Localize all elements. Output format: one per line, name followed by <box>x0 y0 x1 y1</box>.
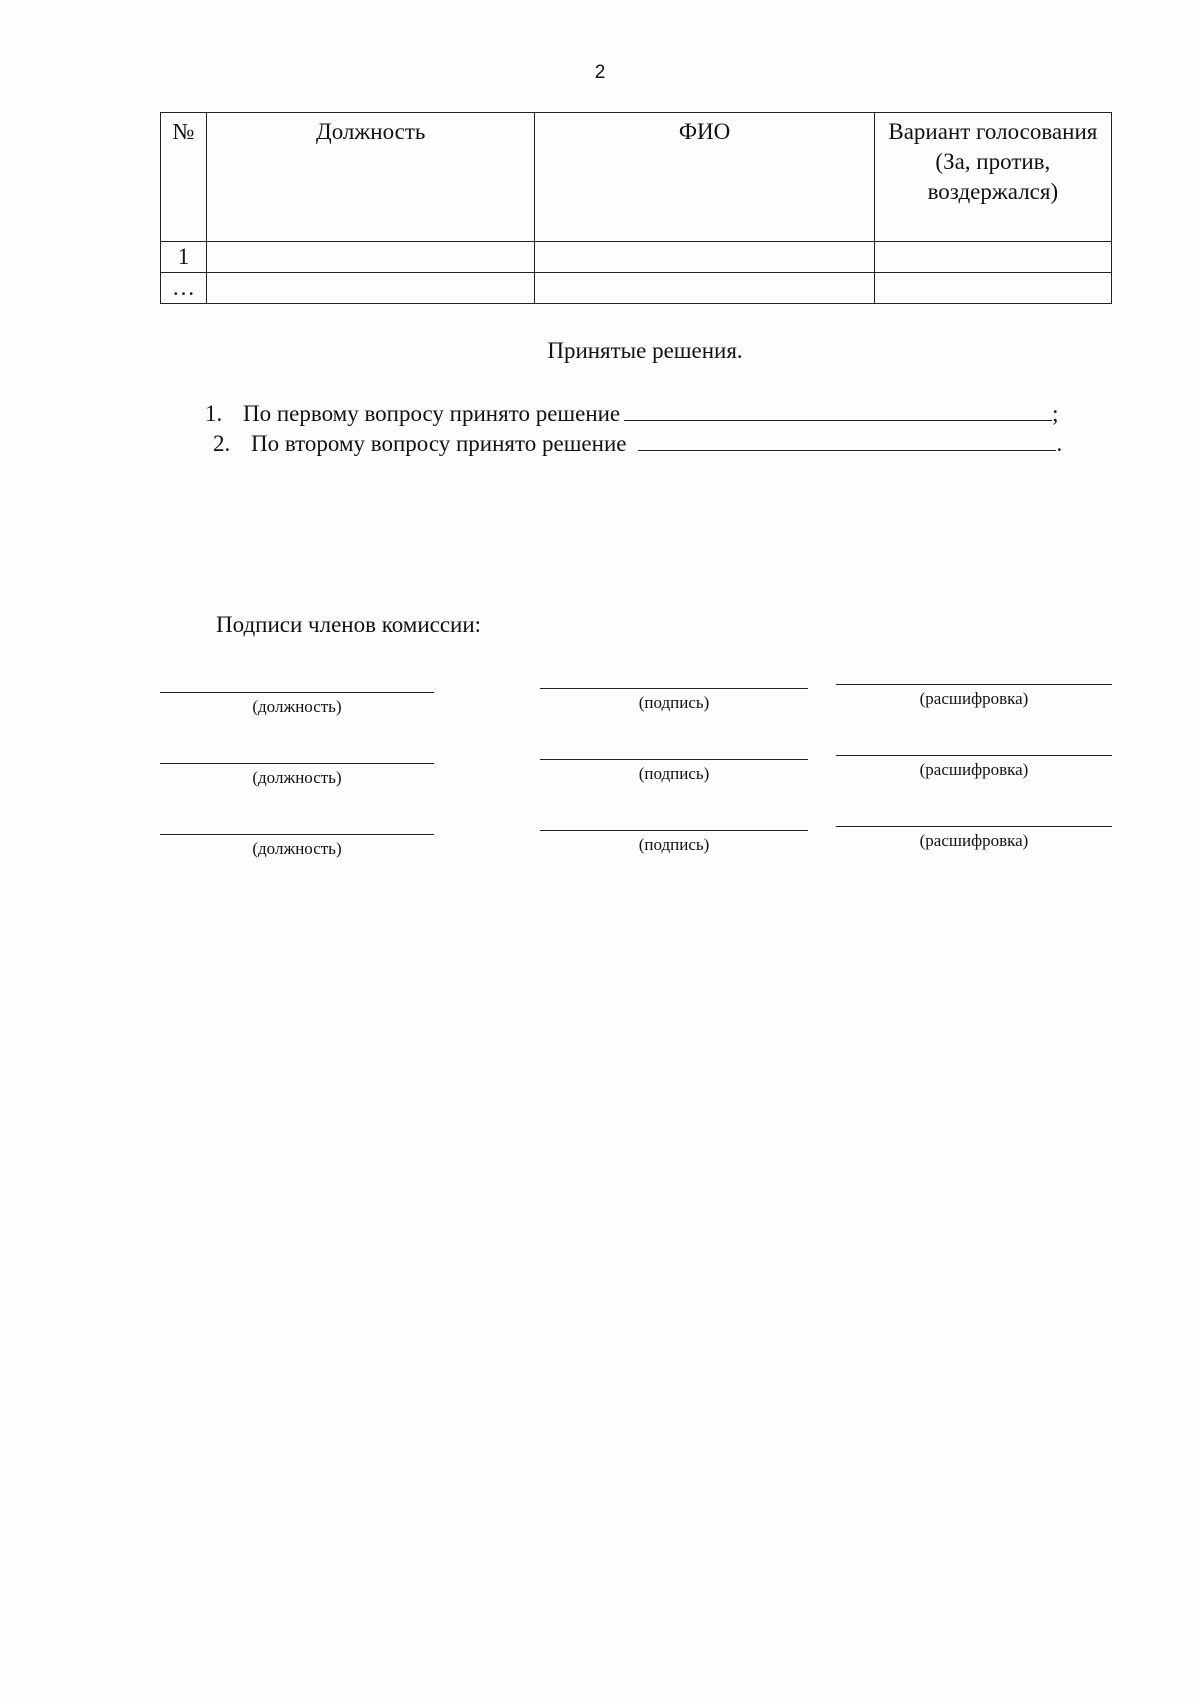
list-item <box>205 428 1125 458</box>
row-fio <box>535 242 874 273</box>
header-vote-option: Вариант голосования (За, против, воздержался) <box>874 113 1111 242</box>
list-item <box>205 398 1125 428</box>
row-fio <box>535 273 874 304</box>
decision-end-mark: . <box>1056 431 1063 456</box>
signature-name-caption: (расшифровка) <box>836 826 1112 851</box>
table-row <box>161 242 1112 273</box>
signatures-title: Подписи членов комиссии: <box>216 612 482 637</box>
signature-row <box>0 831 1200 884</box>
signature-position-caption: (должность) <box>160 763 434 788</box>
row-vote <box>874 273 1111 304</box>
row-number: … <box>161 273 207 304</box>
signature-name-caption: (расшифровка) <box>836 684 1112 709</box>
decision-number: 1. <box>205 401 223 426</box>
header-number: № <box>161 113 207 242</box>
signature-position-caption: (должность) <box>160 834 434 859</box>
signature-sign-caption: (подпись) <box>540 688 808 713</box>
decision-text: По второму вопросу принято решение <box>251 431 627 456</box>
row-number: 1 <box>161 242 207 273</box>
decision-text: По первому вопросу принято решение <box>243 401 621 426</box>
decision-list <box>205 398 1125 458</box>
signature-row <box>0 760 1200 813</box>
signature-name-caption: (расшифровка) <box>836 755 1112 780</box>
table-row <box>161 273 1112 304</box>
vote-table <box>160 112 1112 304</box>
signature-position-caption: (должность) <box>160 692 434 717</box>
page-number: 2 <box>594 62 606 83</box>
decision-blank-line <box>624 398 1052 421</box>
vote-table-header-row <box>161 113 1112 242</box>
signature-sign-caption: (подпись) <box>540 759 808 784</box>
row-position <box>207 273 535 304</box>
header-fio: ФИО <box>535 113 874 242</box>
row-vote <box>874 242 1111 273</box>
decision-number: 2. <box>213 431 231 456</box>
signature-row <box>0 689 1200 742</box>
signature-sign-caption: (подпись) <box>540 830 808 855</box>
decision-end-mark: ; <box>1052 401 1059 426</box>
decision-blank-line <box>638 428 1056 451</box>
header-position: Должность <box>207 113 535 242</box>
row-position <box>207 242 535 273</box>
decisions-title: Принятые решения. <box>547 338 743 363</box>
